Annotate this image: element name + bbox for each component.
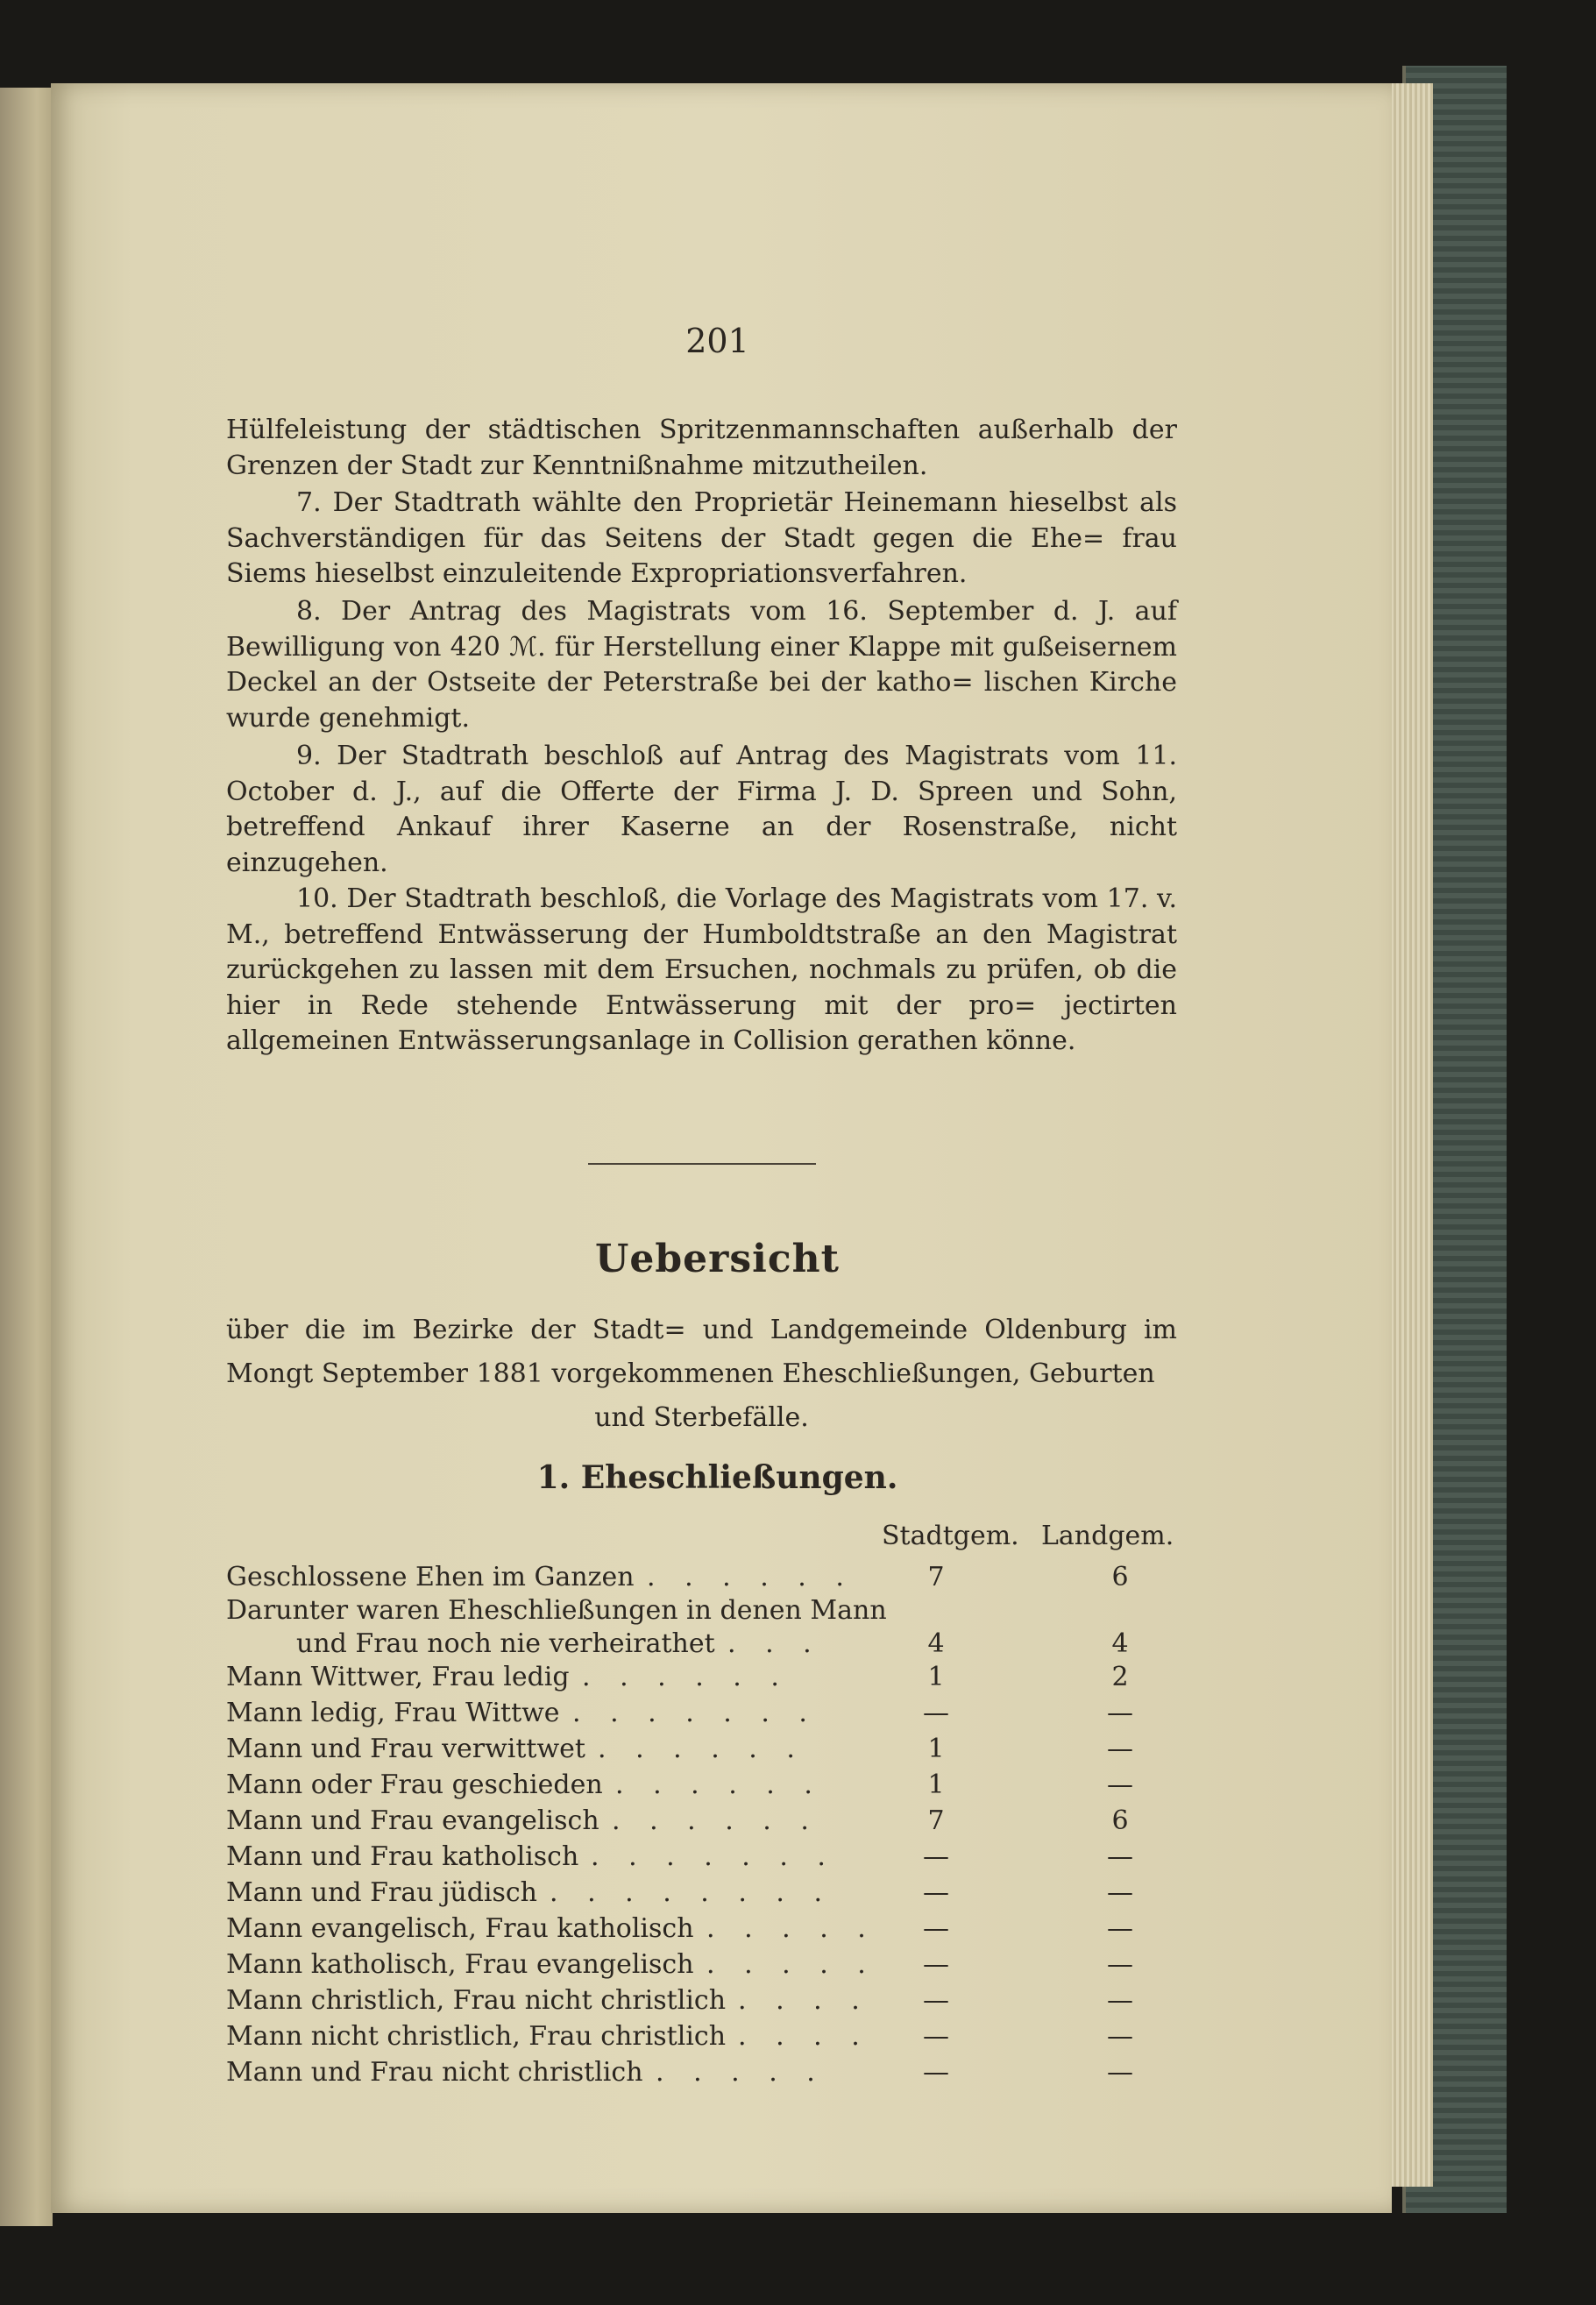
- row-label: Mann und Frau nicht christlich: [226, 2057, 643, 2088]
- row-label: Mann oder Frau geschieden: [226, 1770, 603, 1800]
- leader-dots: . . . . . .: [615, 1770, 823, 1800]
- leader-dots: . . . . . .: [582, 1662, 790, 1692]
- value-stadtgemeinde: —: [923, 1913, 949, 1944]
- paragraph-9: 9. Der Stadtrath beschloß auf Antrag des Magistrats vom 11. October d. J., auf die Offerte der Firma J. D. Spreen und Sohn, betreffend Ankauf ihrer Kaserne an der Rosenstraße, nicht einzugehen.: [226, 741, 1177, 878]
- section-divider: [588, 1163, 816, 1165]
- row-label: Mann evangelisch, Frau katholisch: [226, 1913, 694, 1944]
- table-row: [226, 1911, 1177, 1947]
- value-stadtgemeinde: —: [923, 1841, 949, 1872]
- value-stadtgemeinde: 7: [927, 1805, 945, 1836]
- value-landgemeinde: —: [1107, 1698, 1133, 1728]
- value-landgemeinde: —: [1107, 1734, 1133, 1764]
- table-row: [226, 1982, 1177, 2018]
- leader-dots: . . .: [727, 1628, 822, 1659]
- table-row: [226, 1767, 1177, 1803]
- overview-title: Uebersicht: [595, 1237, 840, 1281]
- value-stadtgemeinde: —: [923, 1985, 949, 2016]
- table-row: [226, 1659, 1177, 1695]
- row-label: Mann christlich, Frau nicht christlich: [226, 1985, 727, 2016]
- value-landgemeinde: 2: [1111, 1662, 1129, 1692]
- left-page-edge: [0, 88, 53, 2226]
- table-row: [226, 1839, 1177, 1875]
- leader-dots: . . . .: [738, 1985, 870, 2016]
- row-label: Mann und Frau katholisch: [226, 1841, 579, 1872]
- page-number: 201: [685, 322, 749, 360]
- leader-dots: . . . . . .: [598, 1734, 805, 1764]
- overview-subtitle-main: über die im Bezirke der Stadt= und Landgemeinde Oldenburg im Mongt September 1881 vorgekommenen Eheschließungen, Geburten: [226, 1315, 1177, 1389]
- value-stadtgemeinde: 1: [927, 1770, 945, 1800]
- table-row: [226, 1626, 1177, 1659]
- section-title: 1. Eheschließungen.: [536, 1459, 898, 1496]
- value-stadtgemeinde: —: [923, 2021, 949, 2052]
- paragraph-8: 8. Der Antrag des Magistrats vom 16. September d. J. auf Bewilligung von 420 ℳ. für Herstellung einer Klappe mit gußeisernem Deckel an der Ostseite der Peterstraße bei der katho= lischen Kirche wurde genehmigt.: [226, 596, 1177, 734]
- row-label: Mann katholisch, Frau evangelisch: [226, 1949, 694, 1980]
- column-header-stadtgemeinde: Stadtgem.: [882, 1521, 1019, 1551]
- paragraph-continuation: Hülfeleistung der städtischen Spritzenmannschaften außerhalb der Grenzen der Stadt zur Kenntnißnahme mitzutheilen.: [226, 415, 1177, 481]
- value-landgemeinde: —: [1107, 1949, 1133, 1980]
- leader-dots: . . . .: [738, 2021, 870, 2052]
- table-row: [226, 1695, 1177, 1731]
- row-label: Mann ledig, Frau Wittwe: [226, 1698, 560, 1728]
- leader-dots: . . . . . . . .: [550, 1877, 833, 1908]
- paragraph-10: 10. Der Stadtrath beschloß, die Vorlage des Magistrats vom 17. v. M., betreffend Entwässerung der Humboldtstraße an den Magistrat zurückgehen zu lassen mit dem Ersuchen, nochmals zu prüfen, ob die hier in Rede stehende Entwässerung mit der pro= jectirten allgemeinen Entwässerungsanlage in Collision gerathen könne.: [226, 883, 1177, 1056]
- table-row: [226, 1731, 1177, 1767]
- table-row: [226, 1947, 1177, 1982]
- row-label: und Frau noch nie verheirathet: [296, 1628, 715, 1659]
- row-label: Mann nicht christlich, Frau christlich: [226, 2021, 727, 2052]
- overview-subtitle-last: und Sterbefälle.: [594, 1402, 809, 1433]
- leader-dots: . . . . .: [706, 1913, 876, 1944]
- value-stadtgemeinde: 1: [927, 1734, 945, 1764]
- table-row: [226, 2018, 1177, 2054]
- value-landgemeinde: 4: [1111, 1628, 1129, 1659]
- value-landgemeinde: —: [1107, 2057, 1133, 2088]
- value-stadtgemeinde: 1: [927, 1662, 945, 1692]
- value-landgemeinde: —: [1107, 1877, 1133, 1908]
- row-label: Mann und Frau evangelisch: [226, 1805, 599, 1836]
- value-stadtgemeinde: —: [923, 1877, 949, 1908]
- value-stadtgemeinde: —: [923, 1698, 949, 1728]
- table-row: [226, 2054, 1177, 2090]
- value-stadtgemeinde: 7: [927, 1562, 945, 1592]
- value-landgemeinde: —: [1107, 1770, 1133, 1800]
- book-page: [51, 83, 1392, 2213]
- value-landgemeinde: —: [1107, 1985, 1133, 2016]
- leader-dots: . . . . . .: [647, 1562, 855, 1592]
- leader-dots: . . . . . .: [612, 1805, 819, 1836]
- overview-subtitle: [226, 1309, 1177, 1440]
- value-landgemeinde: —: [1107, 2021, 1133, 2052]
- value-landgemeinde: 6: [1111, 1805, 1129, 1836]
- value-landgemeinde: —: [1107, 1913, 1133, 1944]
- value-stadtgemeinde: 4: [927, 1628, 945, 1659]
- leader-dots: . . . . . . .: [591, 1841, 836, 1872]
- table-row: [226, 1803, 1177, 1839]
- row-label: Geschlossene Ehen im Ganzen: [226, 1562, 635, 1592]
- row-label: Mann Wittwer, Frau ledig: [226, 1662, 570, 1692]
- row-label: Mann und Frau verwittwet: [226, 1734, 585, 1764]
- table-row: [226, 1592, 1177, 1626]
- row-label: Mann und Frau jüdisch: [226, 1877, 538, 1908]
- row-label: Darunter waren Eheschließungen in denen Mann: [226, 1595, 887, 1626]
- leader-dots: . . . . .: [656, 2057, 826, 2088]
- table-row: [226, 1559, 1177, 1592]
- table-row: [226, 1875, 1177, 1911]
- value-stadtgemeinde: —: [923, 1949, 949, 1980]
- column-header-landgemeinde: Landgem.: [1041, 1521, 1174, 1551]
- leader-dots: . . . . . . .: [572, 1698, 818, 1728]
- value-landgemeinde: —: [1107, 1841, 1133, 1872]
- value-landgemeinde: 6: [1111, 1562, 1129, 1592]
- paragraph-7: 7. Der Stadtrath wählte den Proprietär Heinemann hieselbst als Sachverständigen für das Seitens der Stadt gegen die Ehe= frau Siems hieselbst einzuleitende Expropriationsverfahren.: [226, 487, 1177, 589]
- marriage-table: [226, 1559, 1177, 2090]
- value-stadtgemeinde: —: [923, 2057, 949, 2088]
- leader-dots: . . . . .: [706, 1949, 876, 1980]
